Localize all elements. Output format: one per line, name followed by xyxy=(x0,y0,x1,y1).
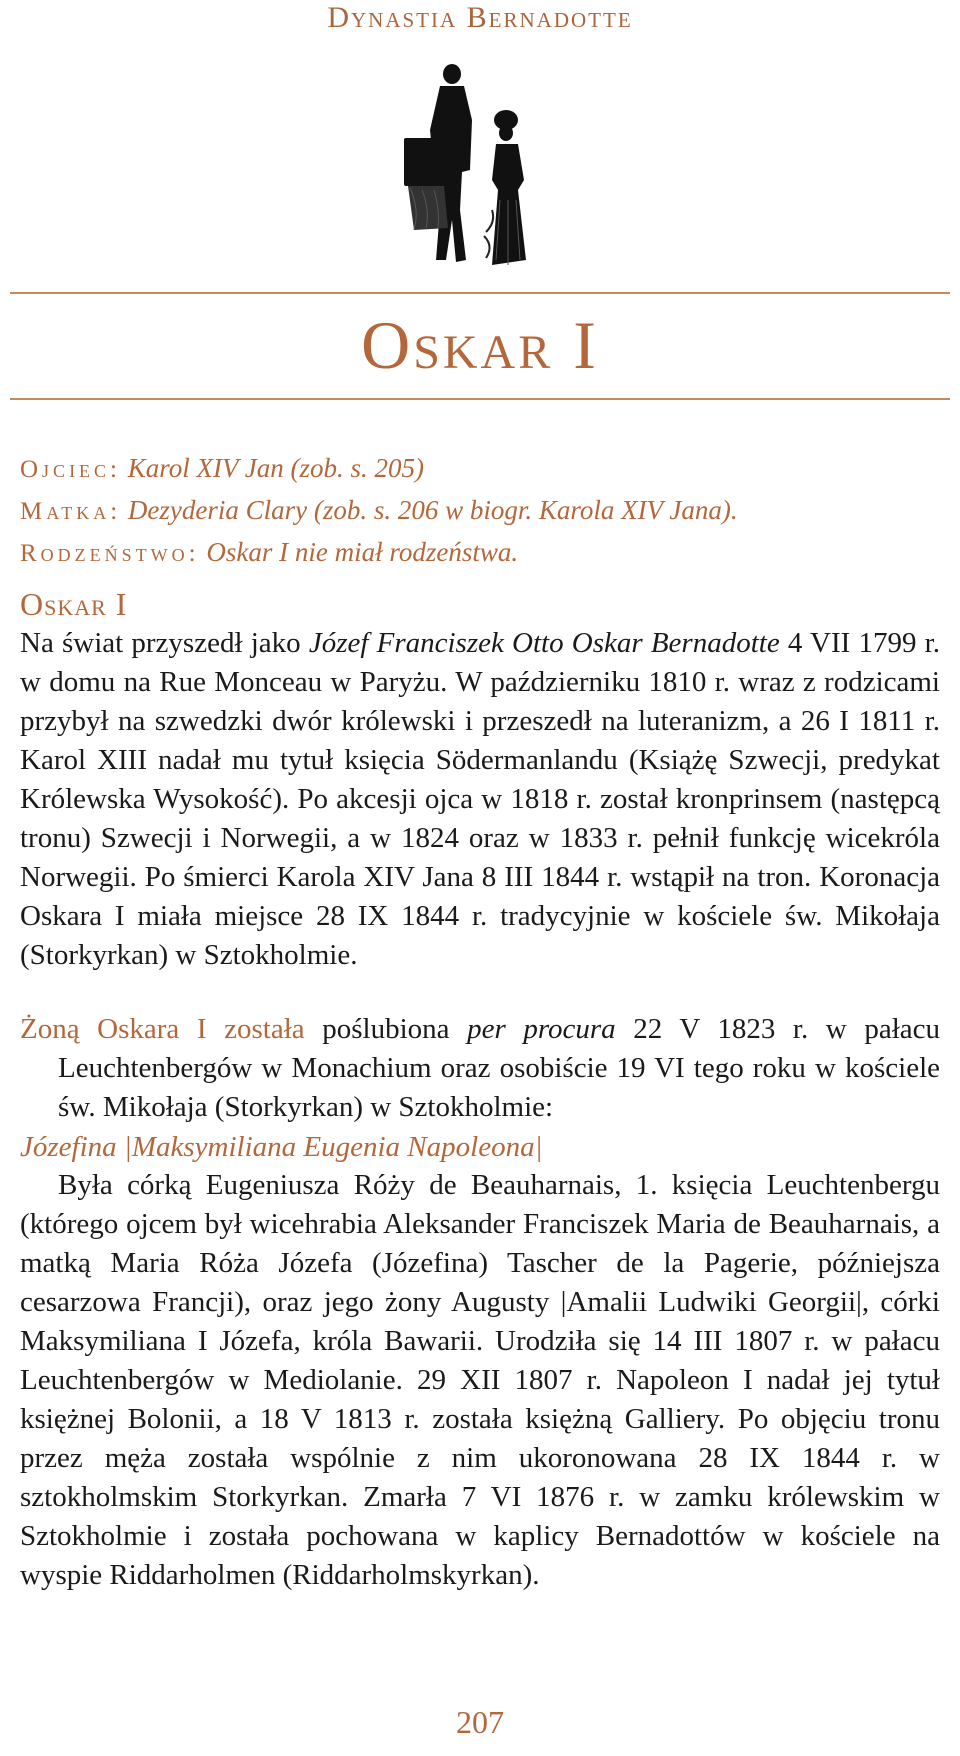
bottom-rule xyxy=(10,398,950,400)
father-value: Karol XIV Jan (zob. s. 205) xyxy=(127,453,425,483)
couple-illustration xyxy=(400,60,560,275)
father-label: Ojciec: xyxy=(20,456,122,483)
marriage-paragraph xyxy=(20,1010,940,1127)
p2-text-2: 22 V 1823 r. w pałacu Leuchtenbergów w Monachium oraz osobiście 19 VI tego roku w kościele św. Mikołaja (Storkyrkan) w Sztokholmie: xyxy=(58,1013,940,1123)
father-line xyxy=(20,448,940,490)
marriage-lead: Żoną Oskara I została xyxy=(20,1013,305,1045)
spouse-biography: Była córką Eugeniusza Róży de Beauharnais, 1. księcia Leuchtenbergu (którego ojcem był wicehrabia Aleksander Franciszek Maria de Beauharnais, a matką Maria Róża Józefa (Józefina) Tascher de la Pagerie, późniejsza cesarzowa Francji), oraz jego żony Augusty |Amalii Ludwiki Georgii|, córki Maksymiliana I Józefa, króla Bawarii. Urodziła się 14 III 1807 r. w pałacu Leuchtenbergów w Mediolanie. 29 XII 1807 r. Napoleon I nadał jej tytuł księżnej Bolonii, a 18 V 1813 r. została księżną Galliery. Po objęciu tronu przez męża została wspólnie z nim ukoronowana 28 IX 1844 r. w sztokholmskim Storkyrkan. Zmarła 7 VI 1876 r. w zamku królewskim w Sztokholmie i została pochowana w kaplicy Bernadottów w kościele na wyspie Riddarholmen (Riddarholmskyrkan). xyxy=(20,1169,940,1591)
running-head: Dynastia Bernadotte xyxy=(327,1,633,34)
biography-paragraph xyxy=(20,624,940,975)
siblings-value: Oskar I nie miał rodzeństwa. xyxy=(206,537,519,567)
chapter-title: Oskar I xyxy=(361,307,599,383)
p1-text-2: 4 VII 1799 r. w domu na Rue Monceau w Paryżu. W październiku 1810 r. wraz z rodzicami przybył na szwedzki dwór królewski i przeszedł na luteranizm, a 26 I 1811 r. Karol XIII nadał mu tytuł księcia Södermanlandu (Książę Szwecji, predykat Królewska Wysokość). Po akcesji ojca w 1818 r. został kronprinsem (następcą tronu) Szwecji i Norwegii, a w 1824 oraz w 1833 r. pełnił funkcję wicekróla Norwegii. Po śmierci Karola XIV Jana 8 III 1844 r. wstąpił na tron. Koronacja Oskara I miała miejsce 28 IX 1844 r. tradycyjnie w kościele św. Mikołaja (Storkyrkan) w Sztokholmie. xyxy=(20,627,940,971)
page-number: 207 xyxy=(456,1704,504,1740)
genealogy-block xyxy=(20,448,940,574)
siblings-label: Rodzeństwo: xyxy=(20,540,200,567)
p2-text-1: poślubiona xyxy=(304,1013,468,1045)
spouse-name: Józefina |Maksymiliana Eugenia Napoleona| xyxy=(20,1131,543,1163)
mother-line xyxy=(20,490,940,532)
per-procura: per procura xyxy=(467,1013,616,1045)
mother-value: Dezyderia Clary (zob. s. 206 w biogr. Karola XIV Jana). xyxy=(127,495,738,525)
top-rule xyxy=(10,292,950,294)
section-heading: Oskar I xyxy=(20,586,128,622)
mother-label: Matka: xyxy=(20,498,122,525)
siblings-line xyxy=(20,532,940,574)
p1-text-1: Na świat przyszedł jako xyxy=(20,627,309,659)
birth-name: Józef Franciszek Otto Oskar Bernadotte xyxy=(308,627,780,659)
